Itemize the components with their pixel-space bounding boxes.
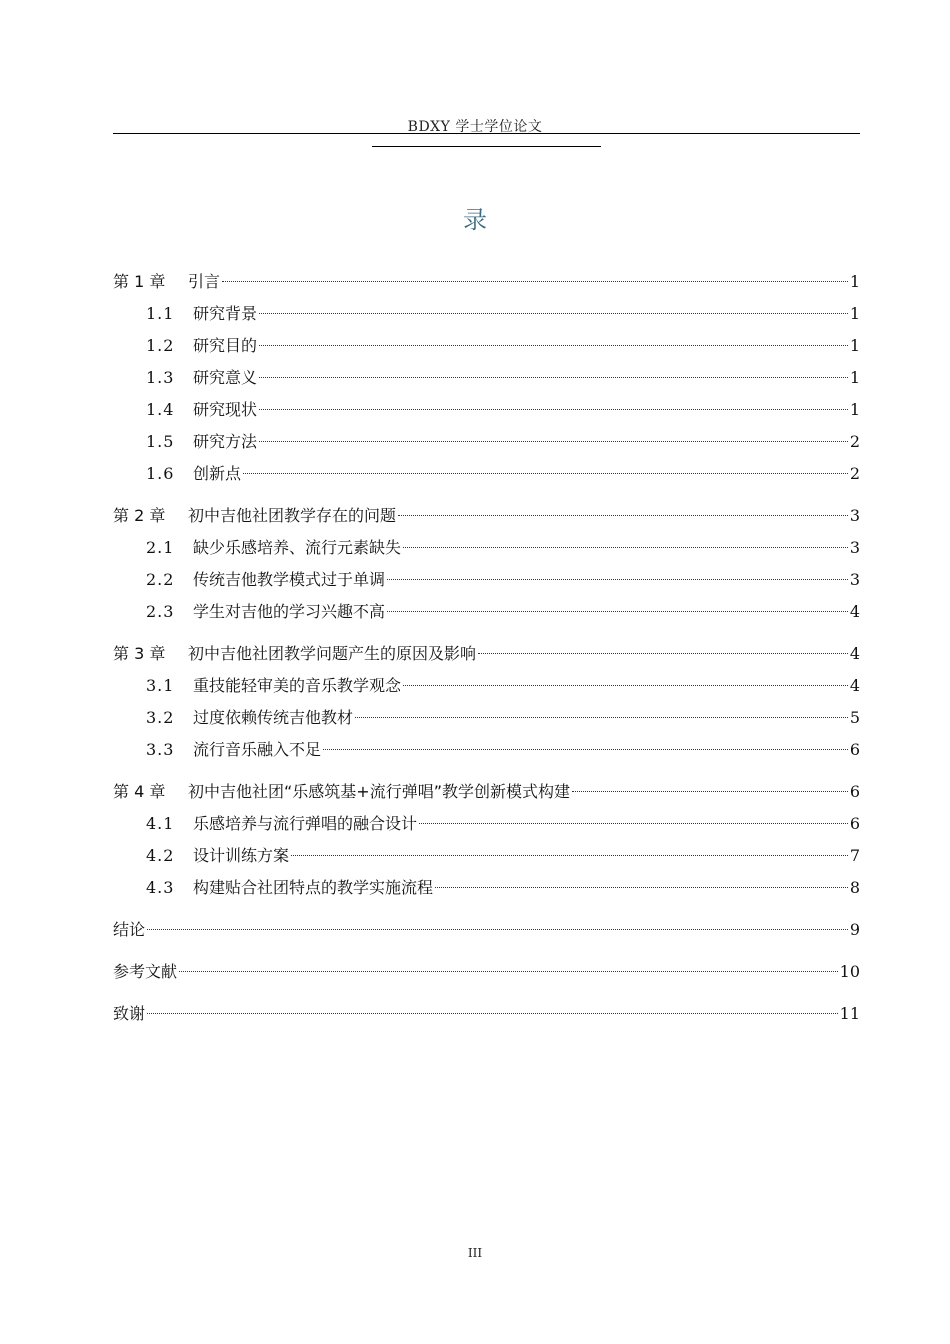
toc-dot-leader <box>355 717 848 718</box>
toc-dot-leader <box>222 281 848 282</box>
toc-entry-title: 致谢 <box>113 1004 146 1023</box>
toc-entry-page: 6 <box>849 814 860 833</box>
toc-section-entry[interactable] <box>113 362 860 394</box>
toc-entry-page: 8 <box>849 878 860 897</box>
toc-section-entry[interactable] <box>113 670 860 702</box>
toc-entry-number: 3.2 <box>146 708 175 727</box>
toc-entry-page: 7 <box>849 846 860 865</box>
toc-dot-leader <box>387 579 848 580</box>
toc-entry-title: 过度依赖传统吉他教材 <box>193 708 354 727</box>
toc-entry-page: 5 <box>849 708 860 727</box>
toc-entry-number: 第 4 章 <box>113 782 166 801</box>
toc-section-entry[interactable] <box>113 564 860 596</box>
toc-entry-page: 3 <box>849 506 860 525</box>
toc-entry-title: 重技能轻审美的音乐教学观念 <box>193 676 402 695</box>
toc-entry-title: 结论 <box>113 920 146 939</box>
toc-entry-title: 初中吉他社团“乐感筑基+流行弹唱”教学创新模式构建 <box>188 782 570 801</box>
toc-chapter-entry[interactable] <box>113 998 860 1030</box>
toc-dot-leader <box>419 823 848 824</box>
toc-chapter-entry[interactable] <box>113 266 860 298</box>
toc-entry-page: 2 <box>849 432 860 451</box>
toc-entry-number: 4.2 <box>146 846 175 865</box>
toc-entry-page: 1 <box>849 336 860 355</box>
toc-dot-leader <box>291 855 848 856</box>
toc-section-entry[interactable] <box>113 298 860 330</box>
toc-entry-page: 3 <box>849 570 860 589</box>
toc-section-entry[interactable] <box>113 426 860 458</box>
toc-dot-leader <box>243 473 848 474</box>
toc-entry-number: 第 2 章 <box>113 506 166 525</box>
toc-entry-title: 参考文献 <box>113 962 178 981</box>
toc-entry-title: 研究意义 <box>193 368 258 387</box>
toc-entry-title: 引言 <box>188 272 221 291</box>
toc-entry-title: 设计训练方案 <box>193 846 290 865</box>
toc-entry-number: 2.2 <box>146 570 175 589</box>
toc-entry-page: 1 <box>849 272 860 291</box>
toc-chapter-entry[interactable] <box>113 638 860 670</box>
toc-entry-number: 1.1 <box>146 304 175 323</box>
toc-heading: 录 <box>463 206 487 234</box>
toc-entry-title: 初中吉他社团教学存在的问题 <box>188 506 397 525</box>
toc-dot-leader <box>323 749 848 750</box>
header-subrule <box>372 146 601 147</box>
toc-section-entry[interactable] <box>113 532 860 564</box>
toc-entry-title: 构建贴合社团特点的教学实施流程 <box>193 878 434 897</box>
toc-dot-leader <box>403 685 848 686</box>
toc-dot-leader <box>147 929 848 930</box>
toc-entry-page: 4 <box>849 644 860 663</box>
toc-section-entry[interactable] <box>113 596 860 628</box>
running-header: BDXY 学士学位论文 <box>407 119 543 135</box>
toc-entry-page: 6 <box>849 782 860 801</box>
toc-chapter-entry[interactable] <box>113 914 860 946</box>
toc-dot-leader <box>259 345 848 346</box>
toc-entry-title: 初中吉他社团教学问题产生的原因及影响 <box>188 644 477 663</box>
toc-chapter-entry[interactable] <box>113 500 860 532</box>
toc-entry-number: 1.6 <box>146 464 175 483</box>
toc-entry-number: 1.4 <box>146 400 175 419</box>
toc-entry-page: 4 <box>849 602 860 621</box>
toc-entry-page: 1 <box>849 368 860 387</box>
toc-chapter-entry[interactable] <box>113 956 860 988</box>
toc-entry-title: 乐感培养与流行弹唱的融合设计 <box>193 814 418 833</box>
toc-dot-leader <box>403 547 848 548</box>
page-number: III <box>467 1246 483 1260</box>
toc-entry-number: 4.1 <box>146 814 175 833</box>
toc-section-entry[interactable] <box>113 808 860 840</box>
table-of-contents <box>113 266 860 1030</box>
toc-entry-page: 2 <box>849 464 860 483</box>
toc-entry-number: 2.1 <box>146 538 175 557</box>
toc-entry-title: 缺少乐感培养、流行元素缺失 <box>193 538 402 557</box>
toc-entry-number: 3.1 <box>146 676 175 695</box>
toc-section-entry[interactable] <box>113 330 860 362</box>
toc-entry-page: 3 <box>849 538 860 557</box>
toc-entry-number: 1.3 <box>146 368 175 387</box>
toc-dot-leader <box>398 515 848 516</box>
toc-section-entry[interactable] <box>113 702 860 734</box>
toc-chapter-entry[interactable] <box>113 776 860 808</box>
toc-dot-leader <box>259 441 848 442</box>
toc-dot-leader <box>572 791 848 792</box>
toc-entry-title: 研究背景 <box>193 304 258 323</box>
toc-entry-title: 创新点 <box>193 464 242 483</box>
toc-entry-page: 1 <box>849 400 860 419</box>
toc-entry-number: 3.3 <box>146 740 175 759</box>
toc-entry-number: 4.3 <box>146 878 175 897</box>
toc-entry-page: 11 <box>839 1004 860 1023</box>
toc-entry-page: 1 <box>849 304 860 323</box>
toc-section-entry[interactable] <box>113 840 860 872</box>
toc-dot-leader <box>259 377 848 378</box>
toc-entry-title: 学生对吉他的学习兴趣不高 <box>193 602 386 621</box>
toc-entry-number: 第 1 章 <box>113 272 166 291</box>
header-rule <box>113 133 860 134</box>
toc-dot-leader <box>259 409 848 410</box>
toc-entry-title: 传统吉他教学模式过于单调 <box>193 570 386 589</box>
toc-entry-number: 2.3 <box>146 602 175 621</box>
toc-entry-title: 研究现状 <box>193 400 258 419</box>
toc-entry-page: 6 <box>849 740 860 759</box>
toc-dot-leader <box>259 313 848 314</box>
toc-dot-leader <box>435 887 848 888</box>
toc-entry-number: 1.5 <box>146 432 175 451</box>
toc-dot-leader <box>478 653 848 654</box>
toc-section-entry[interactable] <box>113 458 860 490</box>
toc-entry-page: 9 <box>849 920 860 939</box>
toc-dot-leader <box>147 1013 838 1014</box>
toc-section-entry[interactable] <box>113 872 860 904</box>
toc-entry-number: 第 3 章 <box>113 644 166 663</box>
toc-section-entry[interactable] <box>113 734 860 766</box>
toc-dot-leader <box>179 971 838 972</box>
toc-entry-title: 研究方法 <box>193 432 258 451</box>
toc-section-entry[interactable] <box>113 394 860 426</box>
toc-entry-title: 流行音乐融入不足 <box>193 740 322 759</box>
toc-entry-number: 1.2 <box>146 336 175 355</box>
toc-entry-page: 10 <box>839 962 860 981</box>
toc-entry-page: 4 <box>849 676 860 695</box>
toc-dot-leader <box>387 611 848 612</box>
toc-entry-title: 研究目的 <box>193 336 258 355</box>
